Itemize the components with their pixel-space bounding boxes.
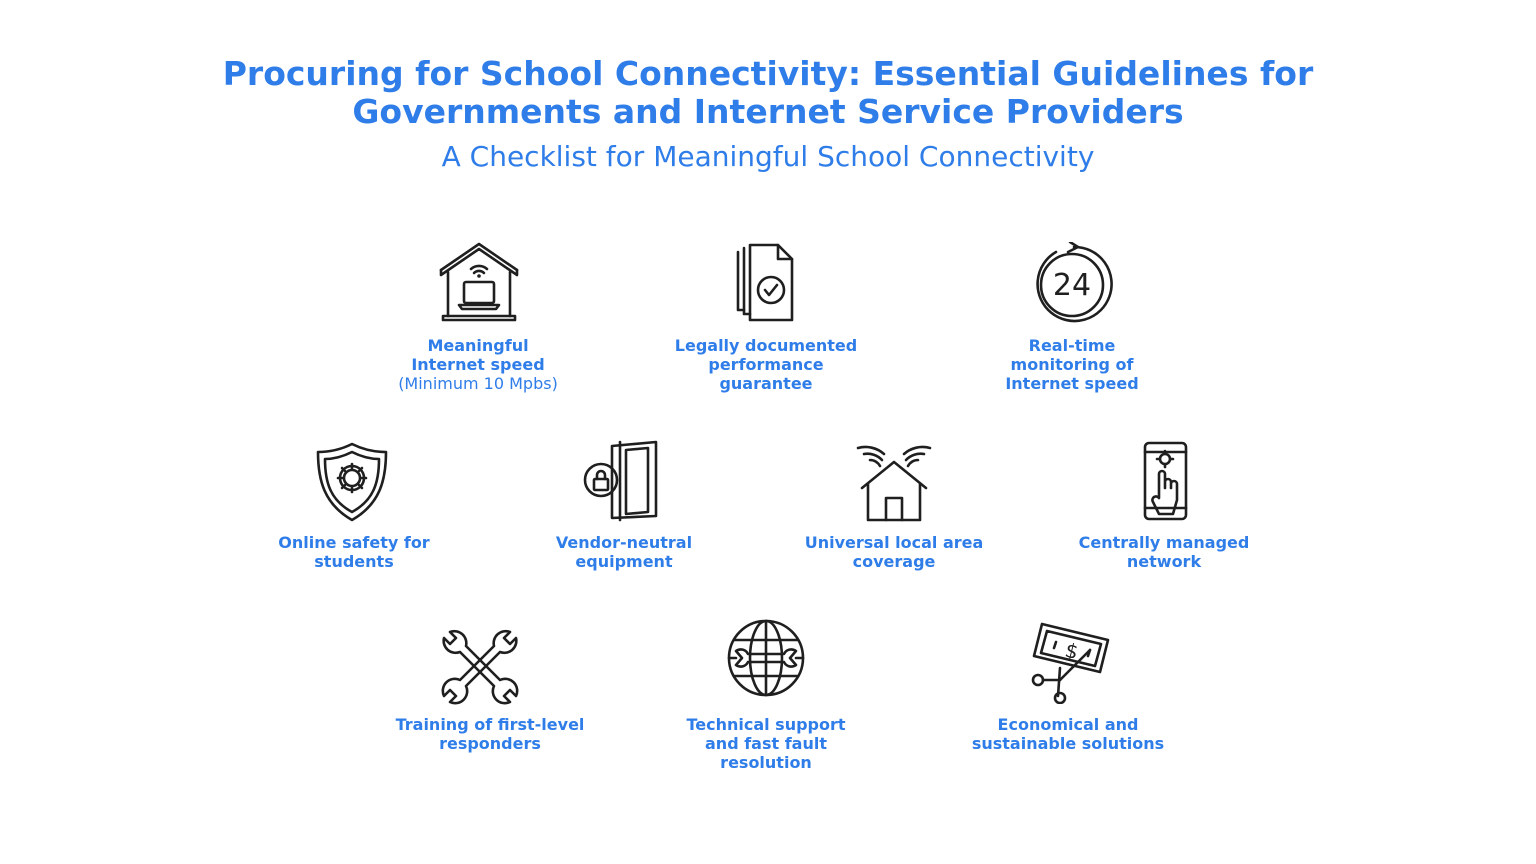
documents-check-icon: [724, 242, 808, 326]
door-lock-icon: [582, 440, 666, 524]
shield-gear-icon: [310, 440, 394, 524]
phone-tap-icon: [1124, 440, 1208, 524]
item-label: Universal local area coverage: [804, 533, 984, 571]
item-label: Real-time monitoring of Internet speed: [1005, 336, 1139, 393]
house-laptop-wifi-icon: [437, 240, 521, 324]
item-label: Online safety for students: [278, 533, 430, 571]
item-label: Centrally managed network: [1078, 533, 1250, 571]
item-note: (Minimum 10 Mpbs): [398, 374, 558, 393]
item-label: Legally documented performance guarantee: [674, 336, 858, 393]
svg-text:$: $: [1062, 637, 1081, 665]
globe-wrench-icon: [724, 616, 808, 700]
item-label: Meaningful Internet speed (Minimum 10 Mpbs): [358, 336, 598, 393]
item-label: Technical support and fast fault resolution: [686, 715, 846, 772]
money-scissors-icon: [1026, 620, 1110, 704]
item-label: Economical and sustainable solutions: [971, 715, 1165, 753]
title-line-1: Procuring for School Connectivity: Essential Guidelines for: [222, 54, 1314, 93]
title-line-2: Governments and Internet Service Providers: [352, 92, 1184, 131]
item-label: Training of first-level responders: [395, 715, 585, 753]
clock-24-icon: [1030, 242, 1114, 326]
svg-text:24: 24: [1052, 268, 1092, 303]
house-signal-icon: [852, 440, 936, 524]
wrenches-icon: [438, 626, 522, 710]
page-subtitle: A Checklist for Meaningful School Connectivity: [441, 140, 1095, 173]
item-label: Vendor-neutral equipment: [555, 533, 693, 571]
page-title: [0, 55, 1536, 131]
